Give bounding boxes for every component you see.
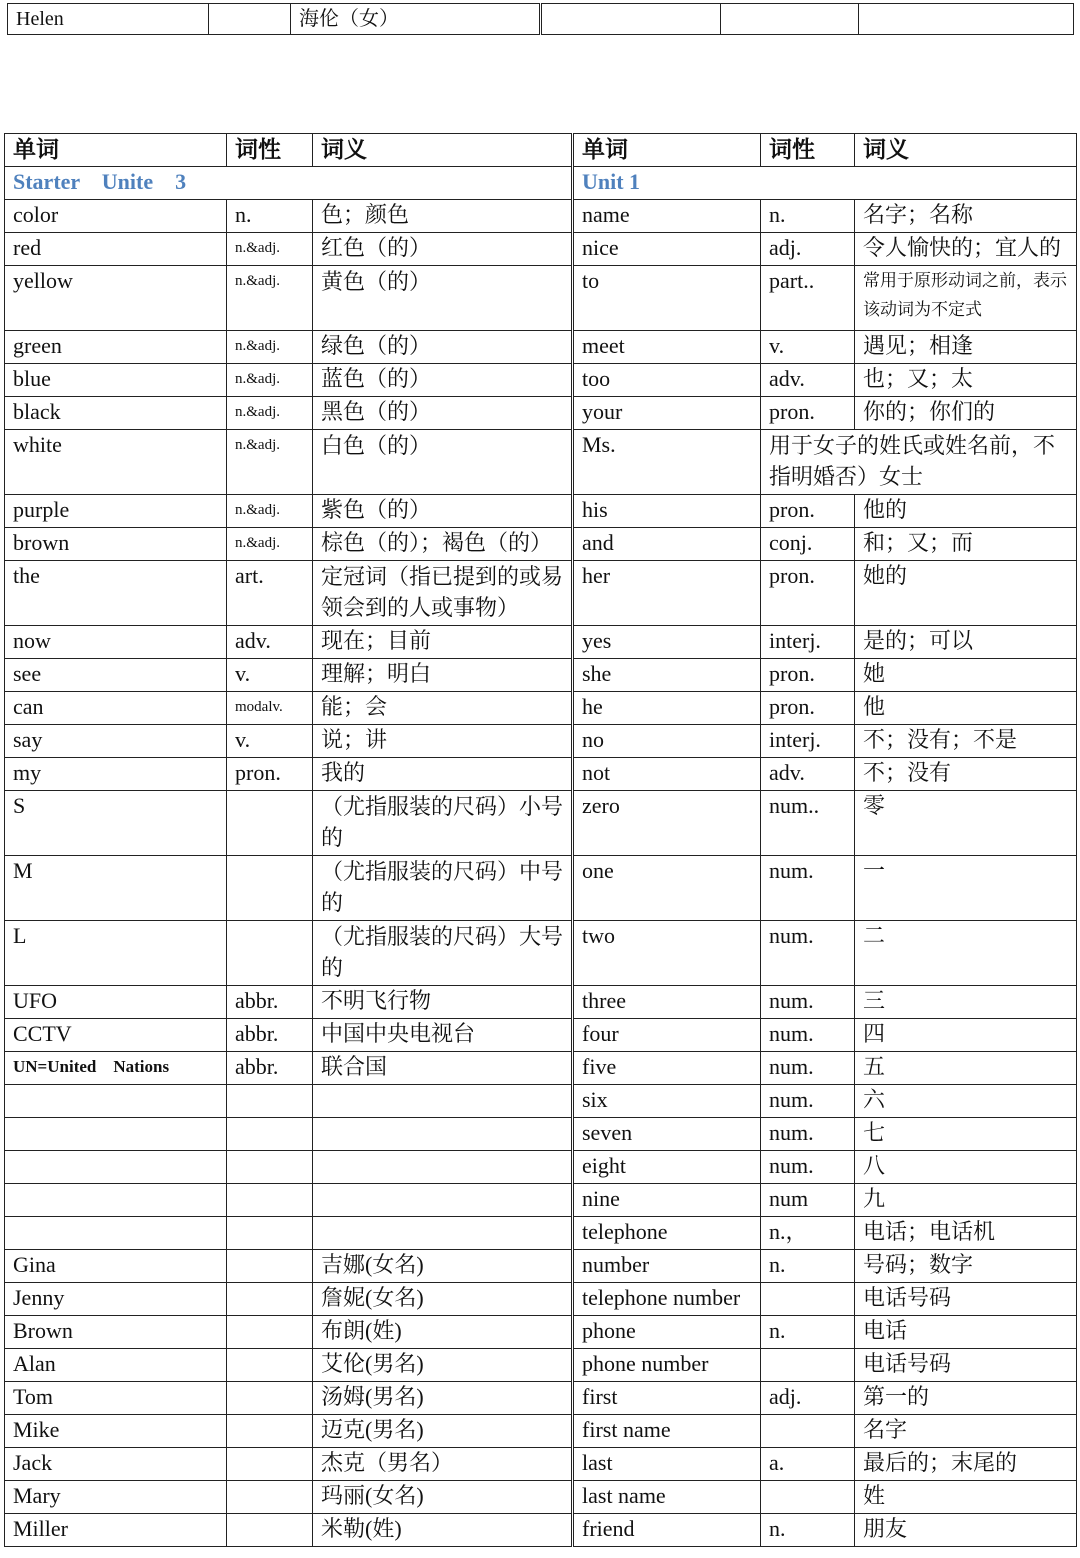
meaning-left: （尤指服装的尺码）中号的 xyxy=(313,856,573,921)
table-row xyxy=(5,1382,1077,1415)
pos-left: modalv. xyxy=(227,692,313,725)
pos-left xyxy=(227,791,313,856)
header-row xyxy=(5,134,1077,167)
meaning-left: 白色（的） xyxy=(313,430,573,495)
meaning-left: 米勒(姓) xyxy=(313,1514,573,1547)
word-right: six xyxy=(573,1085,761,1118)
pos-left: n.&adj. xyxy=(227,331,313,364)
table-row xyxy=(5,1118,1077,1151)
word-right: three xyxy=(573,986,761,1019)
pos-left xyxy=(227,1184,313,1217)
word-right: to xyxy=(573,266,761,331)
meaning-right: 他的 xyxy=(855,495,1077,528)
table-row xyxy=(5,626,1077,659)
meaning-left xyxy=(313,1217,573,1250)
word-right: yes xyxy=(573,626,761,659)
pos-left: n.&adj. xyxy=(227,430,313,495)
meaning-left xyxy=(313,1118,573,1151)
word-left: Tom xyxy=(5,1382,227,1415)
word-left xyxy=(5,1085,227,1118)
pos-left xyxy=(227,1217,313,1250)
meaning-left: 艾伦(男名) xyxy=(313,1349,573,1382)
pos-left: n.&adj. xyxy=(227,266,313,331)
meaning-right: 不；没有 xyxy=(855,758,1077,791)
pos-right: interj. xyxy=(761,626,855,659)
word-right: one xyxy=(573,856,761,921)
meaning-left: 詹妮(女名) xyxy=(313,1283,573,1316)
table-row xyxy=(5,1019,1077,1052)
meaning-left: 绿色（的） xyxy=(313,331,573,364)
meaning-right: 是的；可以 xyxy=(855,626,1077,659)
table-row xyxy=(5,200,1077,233)
meaning-left: 棕色（的）；褐色（的） xyxy=(313,528,573,561)
pos-right: adj. xyxy=(761,233,855,266)
pos-right: part.. xyxy=(761,266,855,331)
pos-right xyxy=(761,1349,855,1382)
word-left: UFO xyxy=(5,986,227,1019)
table-row xyxy=(5,659,1077,692)
word-right: phone number xyxy=(573,1349,761,1382)
meaning-right: 他 xyxy=(855,692,1077,725)
table-row xyxy=(5,1481,1077,1514)
meaning-right: 名字；名称 xyxy=(855,200,1077,233)
pos-right: adv. xyxy=(761,364,855,397)
meaning-left: 中国中央电视台 xyxy=(313,1019,573,1052)
pos-right: pron. xyxy=(761,495,855,528)
word-left: now xyxy=(5,626,227,659)
pos-left xyxy=(227,1283,313,1316)
pos-left xyxy=(227,1250,313,1283)
meaning-right: 电话 xyxy=(855,1316,1077,1349)
table-row xyxy=(5,331,1077,364)
meaning-left: 吉娜(女名) xyxy=(313,1250,573,1283)
pos-right: num. xyxy=(761,1085,855,1118)
word-left: red xyxy=(5,233,227,266)
pos-left: abbr. xyxy=(227,1052,313,1085)
word-left: can xyxy=(5,692,227,725)
pos-right: v. xyxy=(761,331,855,364)
pos-left: abbr. xyxy=(227,986,313,1019)
word-right: and xyxy=(573,528,761,561)
meaning-left: 红色（的） xyxy=(313,233,573,266)
table-row xyxy=(5,528,1077,561)
section-title-right: Unit 1 xyxy=(573,167,1077,200)
pos-left: n. xyxy=(227,200,313,233)
pos-left: adv. xyxy=(227,626,313,659)
pos-left: pron. xyxy=(227,758,313,791)
pos-left xyxy=(227,1118,313,1151)
meaning-right: 她的 xyxy=(855,561,1077,626)
pos-left xyxy=(227,856,313,921)
meaning-right: 电话；电话机 xyxy=(855,1217,1077,1250)
table-row xyxy=(5,561,1077,626)
word-left: yellow xyxy=(5,266,227,331)
meaning-right: 一 xyxy=(855,856,1077,921)
meaning-left: 杰克（男名） xyxy=(313,1448,573,1481)
meaning-left: （尤指服装的尺码）小号的 xyxy=(313,791,573,856)
meaning-right: 六 xyxy=(855,1085,1077,1118)
pos-left xyxy=(227,1382,313,1415)
table-row xyxy=(5,1448,1077,1481)
pos-left xyxy=(227,1448,313,1481)
table-row xyxy=(5,1349,1077,1382)
pos-left: n.&adj. xyxy=(227,495,313,528)
cell xyxy=(541,4,721,35)
header-meaning: 词义 xyxy=(855,134,1077,167)
meaning-right: 和；又；而 xyxy=(855,528,1077,561)
table-row xyxy=(5,364,1077,397)
table-row xyxy=(5,758,1077,791)
word-left xyxy=(5,1151,227,1184)
word-right: friend xyxy=(573,1514,761,1547)
word-left: CCTV xyxy=(5,1019,227,1052)
meaning-right: 常用于原形动词之前，表示该动词为不定式 xyxy=(855,266,1077,331)
pos-right: num xyxy=(761,1184,855,1217)
header-pos: 词性 xyxy=(227,134,313,167)
table-row xyxy=(5,1151,1077,1184)
table-row xyxy=(5,921,1077,986)
pos-right: n. xyxy=(761,200,855,233)
word-left: S xyxy=(5,791,227,856)
word-left: M xyxy=(5,856,227,921)
meaning-left: 黄色（的） xyxy=(313,266,573,331)
word-right: first name xyxy=(573,1415,761,1448)
word-right: meet xyxy=(573,331,761,364)
word-right: seven xyxy=(573,1118,761,1151)
word-right: his xyxy=(573,495,761,528)
table-row xyxy=(5,725,1077,758)
word-left: brown xyxy=(5,528,227,561)
meaning-right: 也；又；太 xyxy=(855,364,1077,397)
table-row xyxy=(5,495,1077,528)
pos-right: n. xyxy=(761,1316,855,1349)
pos-left xyxy=(227,1415,313,1448)
pos-right xyxy=(761,1415,855,1448)
meaning-left: 黑色（的） xyxy=(313,397,573,430)
meaning-right: 四 xyxy=(855,1019,1077,1052)
pos-right: num. xyxy=(761,921,855,986)
meaning-right: 姓 xyxy=(855,1481,1077,1514)
pos-right: num. xyxy=(761,986,855,1019)
meaning-right: 电话号码 xyxy=(855,1283,1077,1316)
meaning-right: 七 xyxy=(855,1118,1077,1151)
word-right: she xyxy=(573,659,761,692)
pos-right: num.. xyxy=(761,791,855,856)
meaning-left: 迈克(男名) xyxy=(313,1415,573,1448)
pos-right: n.， xyxy=(761,1217,855,1250)
pos-right: num. xyxy=(761,1052,855,1085)
word-right: four xyxy=(573,1019,761,1052)
table-row xyxy=(5,233,1077,266)
word-right: phone xyxy=(573,1316,761,1349)
meaning-left xyxy=(313,1184,573,1217)
meaning-right: 第一的 xyxy=(855,1382,1077,1415)
word-left: purple xyxy=(5,495,227,528)
pos-left xyxy=(227,1514,313,1547)
table-row xyxy=(5,1316,1077,1349)
table-row xyxy=(5,986,1077,1019)
table-row xyxy=(5,266,1077,331)
pos-right: a. xyxy=(761,1448,855,1481)
word-left: Mary xyxy=(5,1481,227,1514)
pos-right xyxy=(761,1481,855,1514)
word-right: he xyxy=(573,692,761,725)
meaning-right: 遇见；相逢 xyxy=(855,331,1077,364)
table-row xyxy=(5,791,1077,856)
word-left: Jack xyxy=(5,1448,227,1481)
word-left: Gina xyxy=(5,1250,227,1283)
meaning-left: 紫色（的） xyxy=(313,495,573,528)
table-row xyxy=(5,397,1077,430)
word-left xyxy=(5,1217,227,1250)
top-table-fragment xyxy=(7,3,1074,35)
pos-left xyxy=(227,1316,313,1349)
pos-left: n.&adj. xyxy=(227,528,313,561)
header-pos: 词性 xyxy=(761,134,855,167)
meaning-right: 名字 xyxy=(855,1415,1077,1448)
pos-right: adv. xyxy=(761,758,855,791)
word-left: black xyxy=(5,397,227,430)
meaning-left: 联合国 xyxy=(313,1052,573,1085)
cell xyxy=(721,4,859,35)
cell xyxy=(859,4,1074,35)
pos-right: pron. xyxy=(761,397,855,430)
meaning-right: 不；没有；不是 xyxy=(855,725,1077,758)
meaning-right: 九 xyxy=(855,1184,1077,1217)
word-right: number xyxy=(573,1250,761,1283)
meaning-right: 朋友 xyxy=(855,1514,1077,1547)
table-row xyxy=(5,1184,1077,1217)
pos-left xyxy=(227,1481,313,1514)
word-left: see xyxy=(5,659,227,692)
table-row xyxy=(5,1250,1077,1283)
word-left: Miller xyxy=(5,1514,227,1547)
word-left: color xyxy=(5,200,227,233)
cell: Helen xyxy=(8,4,209,35)
meaning-right: 八 xyxy=(855,1151,1077,1184)
pos-left: v. xyxy=(227,659,313,692)
pos-right: interj. xyxy=(761,725,855,758)
meaning-right: 零 xyxy=(855,791,1077,856)
pos-right: num. xyxy=(761,1019,855,1052)
word-right: her xyxy=(573,561,761,626)
word-right: nine xyxy=(573,1184,761,1217)
word-right: too xyxy=(573,364,761,397)
table-row xyxy=(5,856,1077,921)
word-right: your xyxy=(573,397,761,430)
cell: 海伦（女） xyxy=(291,4,541,35)
table-row xyxy=(5,1283,1077,1316)
word-right: telephone number xyxy=(573,1283,761,1316)
meaning-right: 电话号码 xyxy=(855,1349,1077,1382)
meaning-right: 最后的；末尾的 xyxy=(855,1448,1077,1481)
meaning-left: 理解；明白 xyxy=(313,659,573,692)
meaning-right: 她 xyxy=(855,659,1077,692)
meaning-right: 二 xyxy=(855,921,1077,986)
meaning-right: 五 xyxy=(855,1052,1077,1085)
table-row xyxy=(5,1415,1077,1448)
meaning-left: 现在；目前 xyxy=(313,626,573,659)
header-word: 单词 xyxy=(573,134,761,167)
vocabulary-table xyxy=(4,133,1077,1547)
word-left: the xyxy=(5,561,227,626)
word-right: last xyxy=(573,1448,761,1481)
word-left: UN=United Nations xyxy=(5,1052,227,1085)
word-right: no xyxy=(573,725,761,758)
meaning-left: 能；会 xyxy=(313,692,573,725)
header-meaning: 词义 xyxy=(313,134,573,167)
word-left: Alan xyxy=(5,1349,227,1382)
meaning-left: 色；颜色 xyxy=(313,200,573,233)
meaning-left: 定冠词（指已提到的或易领会到的人或事物） xyxy=(313,561,573,626)
word-right: zero xyxy=(573,791,761,856)
meaning-left xyxy=(313,1085,573,1118)
table-row xyxy=(5,430,1077,495)
section-title-left: Starter Unite 3 xyxy=(5,167,573,200)
pos-left xyxy=(227,921,313,986)
meaning-left: 玛丽(女名) xyxy=(313,1481,573,1514)
pos-left xyxy=(227,1349,313,1382)
pos-left xyxy=(227,1085,313,1118)
pos-left: art. xyxy=(227,561,313,626)
pos-right: n. xyxy=(761,1250,855,1283)
word-left: green xyxy=(5,331,227,364)
word-left: L xyxy=(5,921,227,986)
table-row xyxy=(5,1052,1077,1085)
word-right: two xyxy=(573,921,761,986)
pos-left: abbr. xyxy=(227,1019,313,1052)
word-right: eight xyxy=(573,1151,761,1184)
word-left: Jenny xyxy=(5,1283,227,1316)
pos-right: num. xyxy=(761,1118,855,1151)
meaning-right: 你的；你们的 xyxy=(855,397,1077,430)
word-right: telephone xyxy=(573,1217,761,1250)
table-row xyxy=(5,692,1077,725)
table-row xyxy=(5,1085,1077,1118)
word-right: nice xyxy=(573,233,761,266)
meaning-left: （尤指服装的尺码）大号的 xyxy=(313,921,573,986)
word-left xyxy=(5,1184,227,1217)
table-row xyxy=(5,1217,1077,1250)
pos-left: n.&adj. xyxy=(227,233,313,266)
word-left: Brown xyxy=(5,1316,227,1349)
word-left: say xyxy=(5,725,227,758)
pos-right: pron. xyxy=(761,659,855,692)
pos-right: num. xyxy=(761,1151,855,1184)
meaning-right: 三 xyxy=(855,986,1077,1019)
word-left: my xyxy=(5,758,227,791)
meaning-left: 汤姆(男名) xyxy=(313,1382,573,1415)
pos-right: conj. xyxy=(761,528,855,561)
word-left: white xyxy=(5,430,227,495)
pos-left: n.&adj. xyxy=(227,364,313,397)
pos-left: v. xyxy=(227,725,313,758)
cell xyxy=(209,4,291,35)
meaning-left: 不明飞行物 xyxy=(313,986,573,1019)
meaning-left: 蓝色（的） xyxy=(313,364,573,397)
pos-right: adj. xyxy=(761,1382,855,1415)
meaning-left: 说；讲 xyxy=(313,725,573,758)
pos-left xyxy=(227,1151,313,1184)
meaning-left: 布朗(姓) xyxy=(313,1316,573,1349)
meaning-right: 用于女子的姓氏或姓名前，不指明婚否）女士 xyxy=(761,430,1077,495)
word-right: name xyxy=(573,200,761,233)
word-right: Ms. xyxy=(573,430,761,495)
pos-left: n.&adj. xyxy=(227,397,313,430)
word-left: blue xyxy=(5,364,227,397)
meaning-right: 号码；数字 xyxy=(855,1250,1077,1283)
pos-right xyxy=(761,1283,855,1316)
section-row xyxy=(5,167,1077,200)
word-left: Mike xyxy=(5,1415,227,1448)
pos-right: n. xyxy=(761,1514,855,1547)
word-right: first xyxy=(573,1382,761,1415)
word-right: five xyxy=(573,1052,761,1085)
meaning-left: 我的 xyxy=(313,758,573,791)
pos-right: num. xyxy=(761,856,855,921)
table-row xyxy=(8,4,1074,35)
word-right: last name xyxy=(573,1481,761,1514)
word-left xyxy=(5,1118,227,1151)
header-word: 单词 xyxy=(5,134,227,167)
meaning-right: 令人愉快的；宜人的 xyxy=(855,233,1077,266)
pos-right: pron. xyxy=(761,561,855,626)
pos-right: pron. xyxy=(761,692,855,725)
meaning-left xyxy=(313,1151,573,1184)
table-row xyxy=(5,1514,1077,1547)
word-right: not xyxy=(573,758,761,791)
